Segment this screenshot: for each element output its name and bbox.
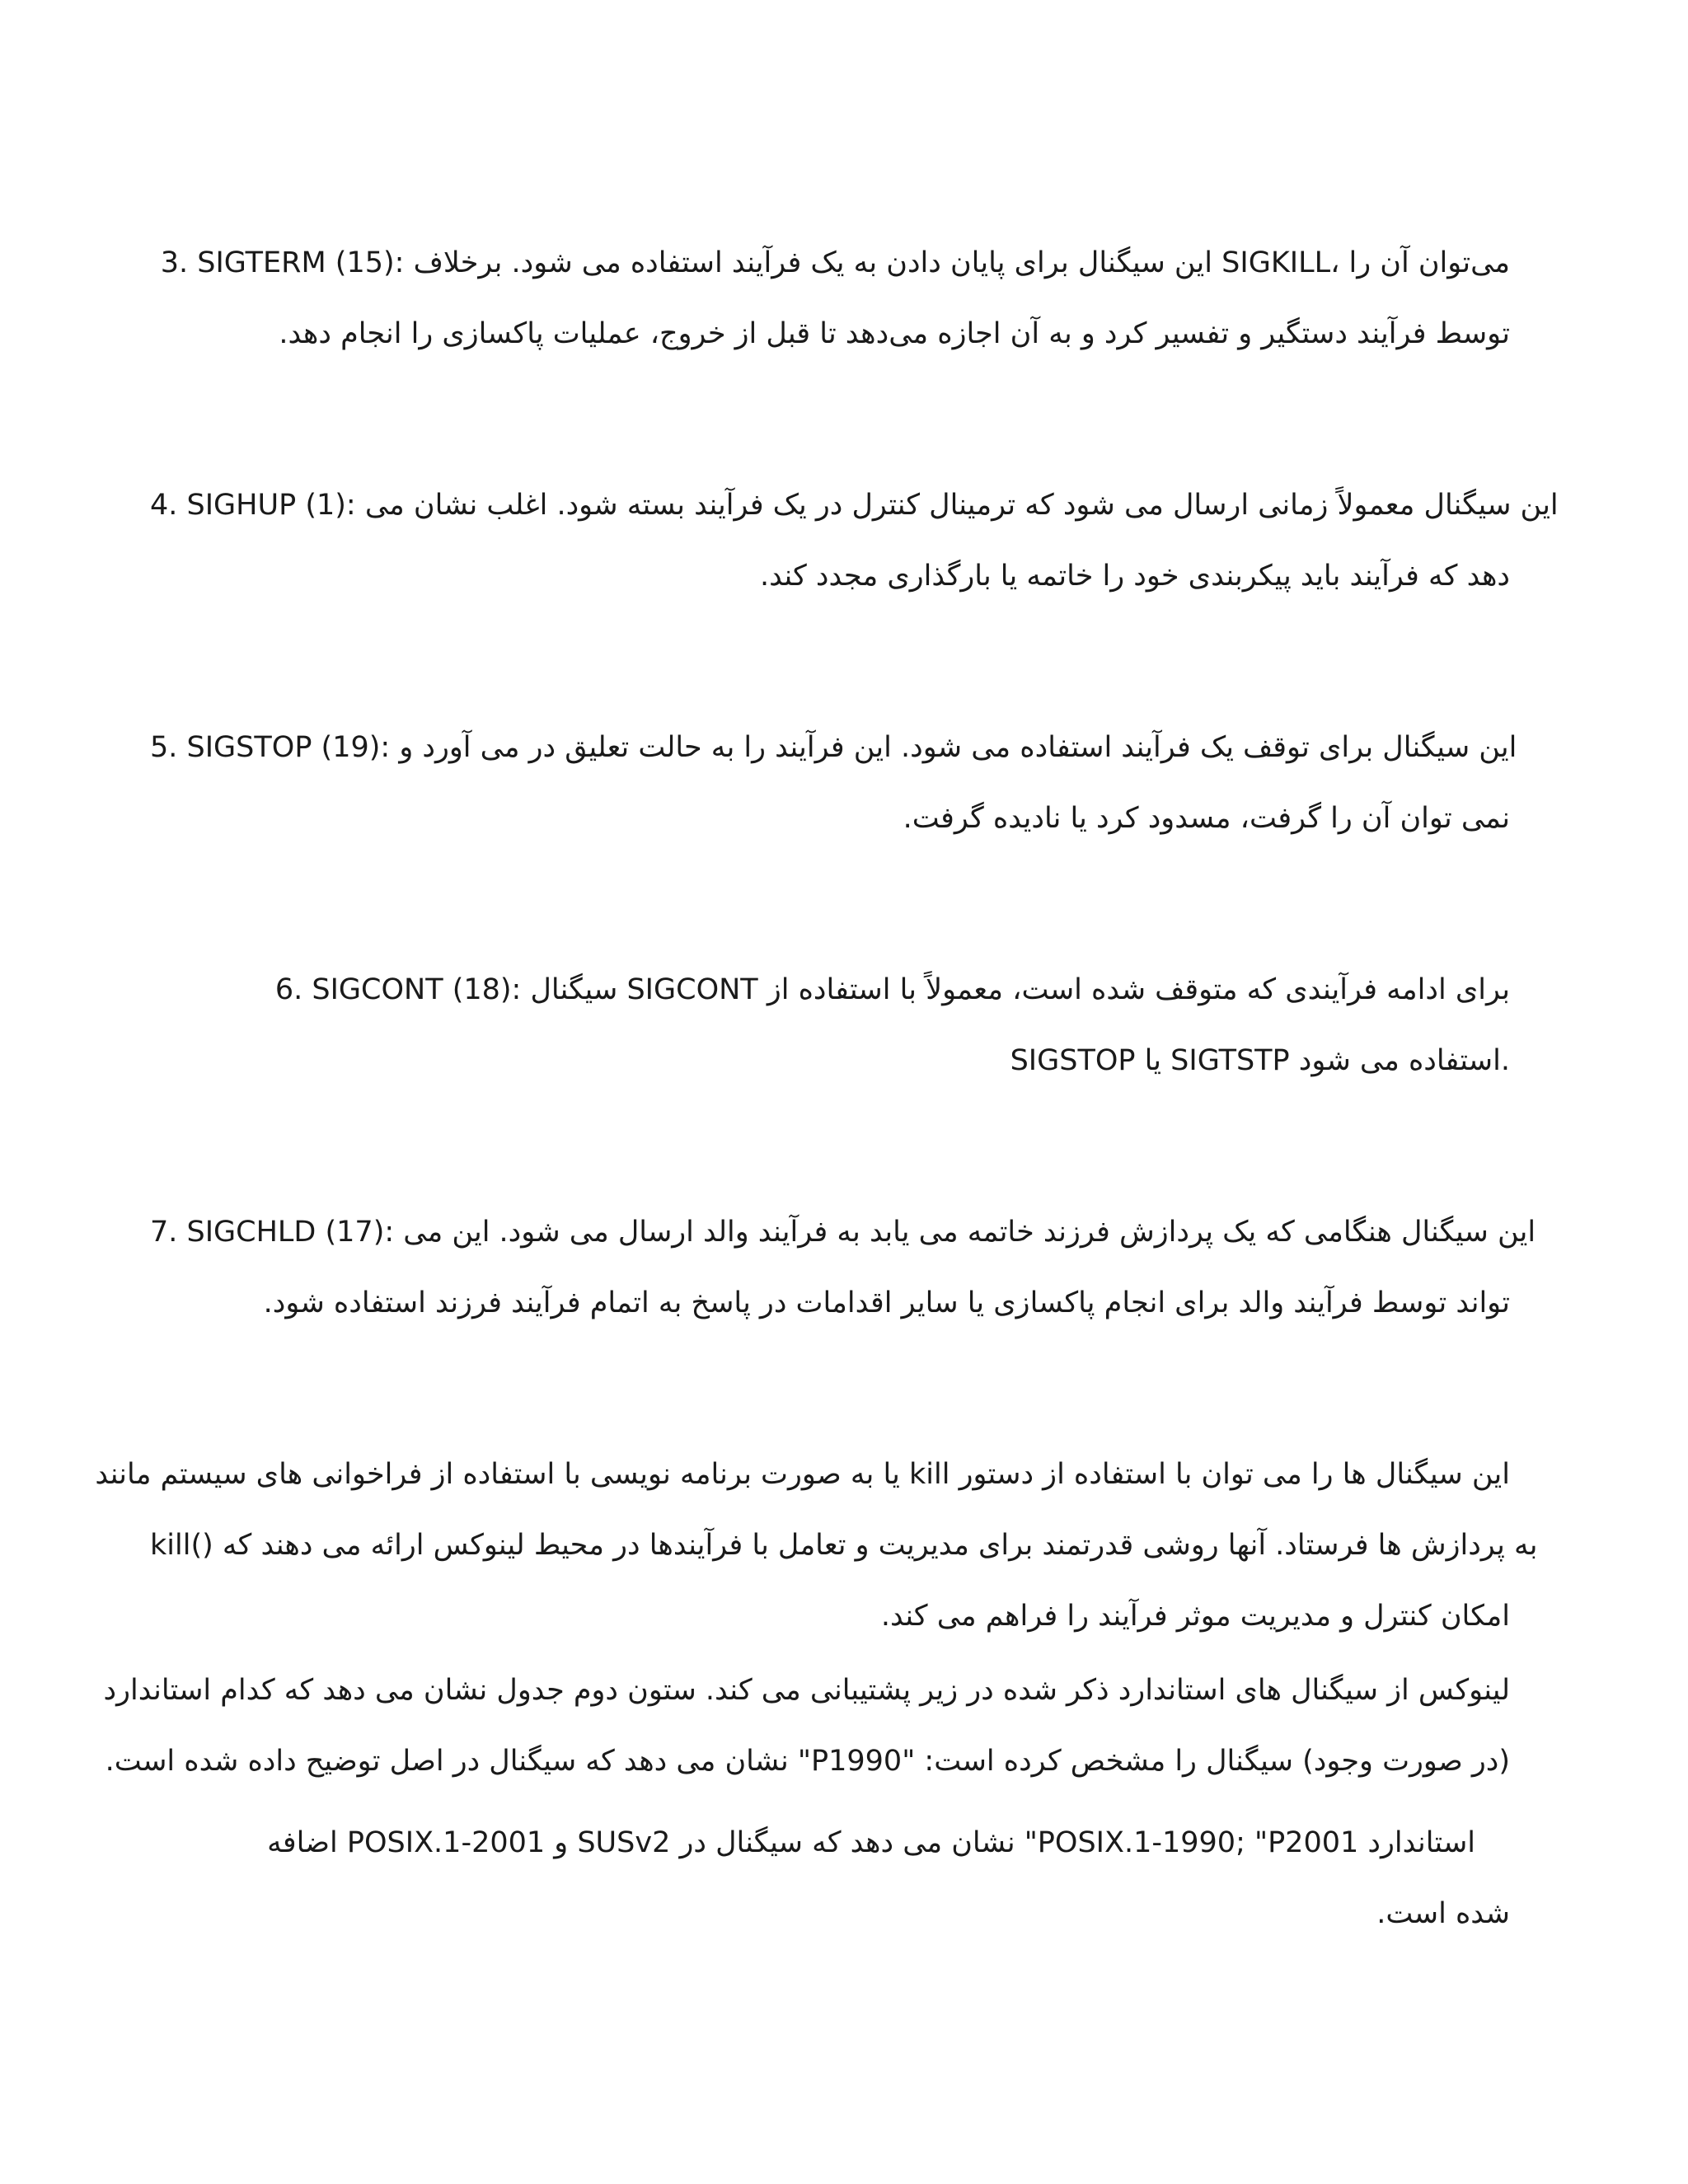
paragraph-standards — [103, 1655, 1510, 1797]
text-line: (در صورت وجود) سیگنال را مشخص کرده است: "P1990" نشان می دهد که سیگنال در اصل توضیح داده شده است. — [105, 1745, 1510, 1778]
text-line: این سیگنال ها را می توان با استفاده از دستور kill یا به صورت برنامه نویسی با استفاده از فراخوانی های سیستم مانند — [95, 1458, 1510, 1491]
text-line: توسط فرآیند دستگیر و تفسیر کرد و به آن اجازه می‌دهد تا قبل از خروج، عملیات پاکسازی را انجام دهد. — [279, 317, 1510, 350]
text-line: شده است. — [1376, 1897, 1510, 1930]
text-line: تواند توسط فرآیند والد برای انجام پاکسازی یا سایر اقدامات در پاسخ به اتمام فرآیند فرزند استفاده شود. — [263, 1286, 1510, 1319]
signal-item-sigcont — [150, 954, 1510, 1096]
signal-item-sigstop — [150, 712, 1517, 854]
text-line: دهد که فرآیند باید پیکربندی خود را خاتمه یا بارگذاری مجدد کند. — [760, 560, 1510, 593]
text-line: 7. SIGCHLD (17): این سیگنال هنگامی که یک پردازش فرزند خاتمه می یابد به فرآیند والد ارسال می شود. این می — [150, 1216, 1536, 1249]
paragraph-kill-usage — [95, 1439, 1538, 1652]
paragraph-posix — [150, 1807, 1510, 1949]
text-line: استاندارد POSIX.1-1990; "P2001" نشان می دهد که سیگنال در SUSv2 و POSIX.1-2001 اضافه — [267, 1826, 1475, 1859]
signal-item-sigterm — [150, 227, 1510, 369]
text-line: 4. SIGHUP (1): این سیگنال معمولاً زمانی ارسال می شود که ترمینال کنترل در یک فرآیند بسته شود. اغلب نشان می — [150, 489, 1559, 522]
text-line: SIGSTOP یا SIGTSTP استفاده می شود. — [1010, 1044, 1510, 1077]
text-line: 6. SIGCONT (18): سیگنال SIGCONT برای ادامه فرآیندی که متوقف شده است، معمولاً با استفاده از — [274, 973, 1510, 1006]
text-line: لینوکس از سیگنال های استاندارد ذکر شده در زیر پشتیبانی می کند. ستون دوم جدول نشان می دهد که کدام استاندارد — [103, 1674, 1510, 1707]
text-line: kill() به پردازش ها فرستاد. آنها روشی قدرتمند برای مدیریت و تعامل با فرآیندها در محیط لینوکس ارائه می دهند که — [150, 1529, 1538, 1562]
signal-item-sigchld — [150, 1197, 1536, 1338]
text-line: 3. SIGTERM (15): این سیگنال برای پایان دادن به یک فرآیند استفاده می شود. برخلاف SIGKILL، می‌توان آن را — [160, 246, 1510, 279]
text-line: امکان کنترل و مدیریت موثر فرآیند را فراهم می کند. — [880, 1600, 1510, 1633]
signal-item-sighup — [150, 470, 1559, 612]
text-line: 5. SIGSTOP (19): این سیگنال برای توقف یک فرآیند استفاده می شود. این فرآیند را به حالت تعلیق در می آورد و — [150, 731, 1517, 764]
text-line: نمی توان آن را گرفت، مسدود کرد یا نادیده گرفت. — [903, 802, 1510, 835]
